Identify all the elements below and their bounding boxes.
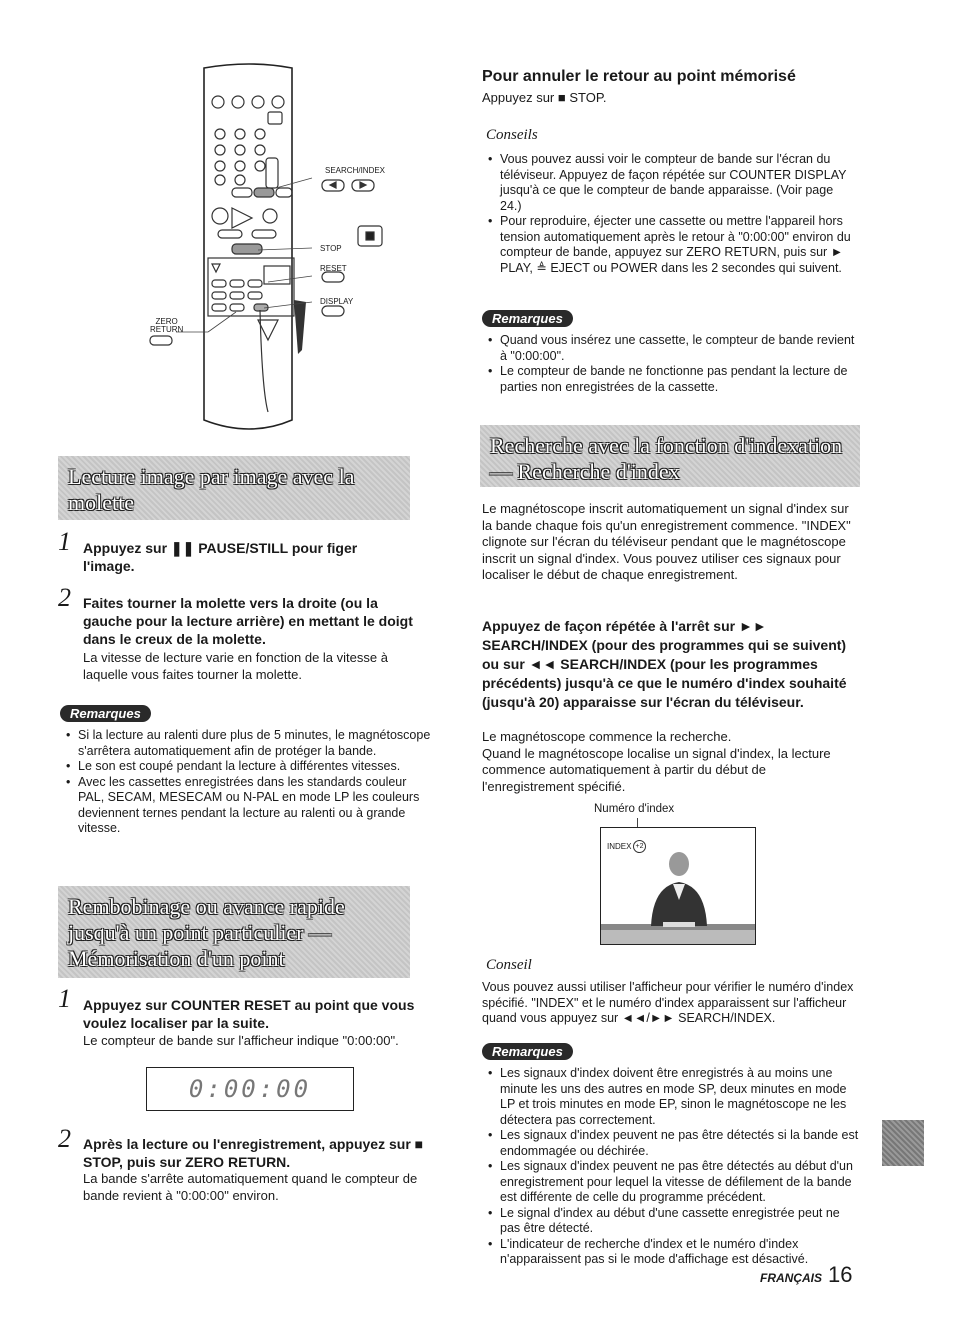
remarks-label: Remarques	[482, 310, 573, 327]
footer	[760, 1262, 852, 1288]
reset-callout: RESET	[320, 264, 347, 273]
stop-callout: STOP	[320, 244, 342, 253]
step-number: 2	[58, 1124, 71, 1153]
tips-list	[488, 152, 858, 276]
section-title-rewind: Rembobinage ou avance rapide jusqu'à un point particulier — Mémorisation d'un point	[58, 886, 410, 978]
index-instruction-bold: Appuyez de façon répétée à l'arrêt sur ►► SEARCH/INDEX (pour des programmes qui se suivent) ou sur ◄◄ SEARCH/INDEX (pour les programmes précédents) jusqu'à ce que le numéro d'index souhaité (jusqu'à 20) apparaisse sur l'écran du téléviseur.	[482, 618, 847, 710]
tips-heading: Conseils	[486, 127, 538, 143]
tv-screen	[600, 827, 756, 945]
remarks-item: • Le signal d'index au début d'une cassette enregistrée peut ne pas être détecté.	[488, 1206, 860, 1237]
remarks-item: • Les signaux d'index peuvent ne pas être détectés au début d'un enregistrement pour lequel la vitesse de défilement de la bande est différente de celle du programme précédent.	[488, 1159, 860, 1206]
page-edge-tab	[882, 1120, 924, 1166]
rewind-step1-bold: Appuyez sur COUNTER RESET au point que vous voulez localiser par la suite.	[83, 997, 415, 1031]
remarks-list	[488, 333, 858, 395]
tv-index-text: INDEX	[607, 842, 632, 851]
remarks-item: • Le son est coupé pendant la lecture à différentes vitesses.	[66, 759, 436, 775]
rewind-step2-text: La bande s'arrête automatiquement quand le compteur de bande revient à "0:00:00" environ.	[83, 1171, 418, 1203]
remarks-label: Remarques	[482, 1043, 573, 1060]
zero-return-callout: ZERO RETURN	[150, 317, 184, 334]
tv-index-number: +2	[633, 840, 646, 853]
step-number: 1	[58, 527, 71, 556]
cancel-title: Pour annuler le retour au point mémorisé	[482, 68, 796, 85]
tips-item: • Pour reproduire, éjecter une cassette ou mettre l'appareil hors tension automatiquement après le retour à "0:00:00" environ du compteur de bande, appuyez sur ZERO RETURN, puis sur ► PLAY, ≜ EJECT ou POWER dans les 2 secondes qui suivent.	[488, 214, 858, 276]
index-tip-text: Vous pouvez aussi utiliser l'afficheur pour vérifier le numéro d'index spécifié. "INDEX" et le numéro d'index apparaissent sur l'afficheur quand vous appuyez sur ◄◄/►► SEARCH/INDEX.	[482, 980, 854, 1025]
display-callout: DISPLAY	[320, 297, 354, 306]
figure-caption: Numéro d'index	[594, 803, 675, 815]
footer-language: FRANÇAIS	[760, 1271, 822, 1285]
page-number: 16	[828, 1262, 853, 1287]
counter-display-box	[146, 1067, 354, 1111]
remote-control-illustration	[140, 60, 400, 440]
index-intro: Le magnétoscope inscrit automatiquement un signal d'index sur la bande chaque fois qu'un enregistrement commence. "INDEX" clignote sur l'écran du téléviseur pendant que le magnétoscope inscrit un signal d'index. Vous pouvez utiliser ces signaux pour localiser le début de chaque enregistrement.	[482, 501, 851, 582]
frame-step2-bold: Faites tourner la molette vers la droite (ou la gauche pour la lecture arrière) en mettant le doigt dans le creux de la molette.	[83, 595, 413, 647]
step-number: 1	[58, 984, 71, 1013]
section-title-frame: Lecture image par image avec la molette	[58, 456, 410, 520]
news-anchor-image	[601, 828, 756, 945]
remarks-item: • L'indicateur de recherche d'index et le numéro d'index n'apparaissent pas si le mode d'affichage est désactivé.	[488, 1237, 860, 1268]
remarks-item: • Quand vous insérez une cassette, le compteur de bande revient à "0:00:00".	[488, 333, 858, 364]
cancel-text: Appuyez sur ■ STOP.	[482, 90, 607, 105]
remarks-item: • Avec les cassettes enregistrées dans les standards couleur PAL, SECAM, MESECAM ou N-PAL en mode LP les couleurs deviennent ternes pendant la lecture au ralenti ou à grande vitesse.	[66, 775, 436, 837]
step-number: 2	[58, 583, 71, 612]
section-title-index: Recherche avec la fonction d'indexation — Recherche d'index	[480, 425, 860, 487]
search-index-callout: SEARCH/INDEX	[325, 166, 386, 175]
remarks-item: • Si la lecture au ralenti dure plus de 5 minutes, le magnétoscope s'arrêtera automatiquement afin de protéger la bande.	[66, 728, 436, 759]
remarks-item: • Le compteur de bande ne fonctionne pas pendant la lecture de parties non enregistrées de la cassette.	[488, 364, 858, 395]
remarks-label: Remarques	[60, 705, 151, 722]
rewind-step1-text: Le compteur de bande sur l'afficheur indique "0:00:00".	[83, 1033, 399, 1048]
frame-step1: Appuyez sur ❚❚ PAUSE/STILL pour figer l'image.	[83, 540, 358, 574]
remarks-item: • Les signaux d'index doivent être enregistrés à au moins une minute les uns des autres en mode SP, deux minutes en mode LP et trois minutes en mode EP, sinon le magnétoscope ne les détectera pas correctement.	[488, 1066, 860, 1128]
index-instruction-text: Le magnétoscope commence la recherche. Quand le magnétoscope localise un signal d'index, la lecture commence automatiquement à partir du début de l'enregistrement spécifié.	[482, 729, 831, 794]
index-tip-heading: Conseil	[486, 957, 532, 973]
remarks-item: • Les signaux d'index peuvent ne pas être détectés si la bande est endommagée ou déchirée.	[488, 1128, 860, 1159]
frame-step2-text: La vitesse de lecture varie en fonction de la vitesse à laquelle vous faites tourner la molette.	[83, 650, 388, 682]
counter-display-value: 0:00:00	[188, 1075, 312, 1103]
tips-item: • Vous pouvez aussi voir le compteur de bande sur l'écran du téléviseur. Appuyez de façon répétée sur COUNTER DISPLAY jusqu'à ce que le compteur de bande apparaisse. (Voir page 24.)	[488, 152, 858, 214]
frame-remarks-list	[66, 728, 436, 837]
rewind-step2-bold: Après la lecture ou l'enregistrement, appuyez sur ■ STOP, puis sur ZERO RETURN.	[83, 1136, 424, 1170]
index-remarks-list	[488, 1066, 860, 1268]
